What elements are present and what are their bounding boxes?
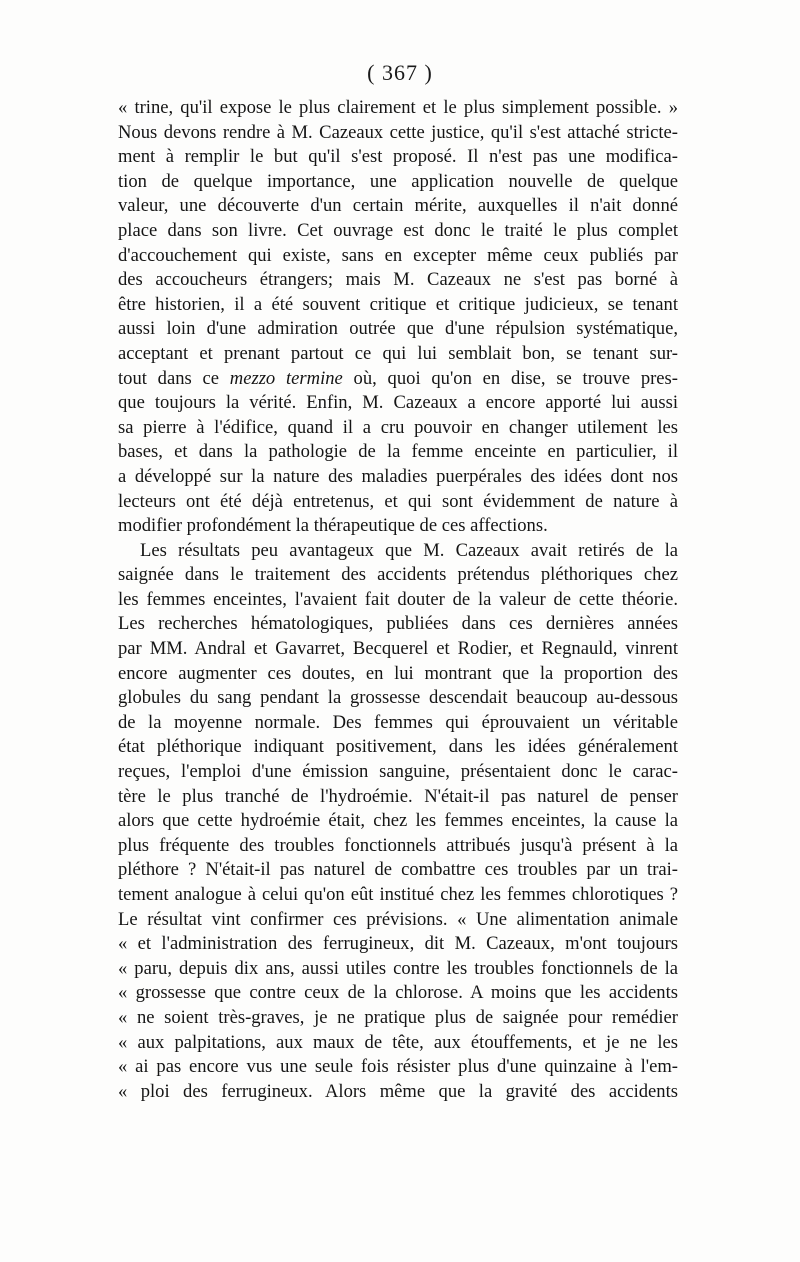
text-line: de la moyenne normale. Des femmes qui éprouvaient un véritable	[118, 711, 678, 733]
text-line: Nous devons rendre à M. Cazeaux cette justice, qu'il s'est attaché stricte-	[118, 121, 678, 143]
text-line: ment à remplir le but qu'il s'est proposé. Il n'est pas une modifica-	[118, 146, 678, 168]
text-line: Les résultats peu avantageux que M. Cazeaux avait retirés de la	[140, 539, 678, 561]
text-line: aussi loin d'une admiration outrée que d'une répulsion systématique,	[118, 318, 678, 340]
text-line: être historien, il a été souvent critique et critique judicieux, se tenant	[118, 293, 678, 315]
text-line: encore augmenter ces doutes, en lui montrant que la proportion des	[118, 662, 678, 684]
paragraph	[118, 96, 678, 539]
text-line	[118, 367, 678, 392]
text-line: alors que cette hydroémie était, chez les femmes enceintes, la cause la	[118, 810, 678, 832]
body-text	[118, 96, 678, 1104]
text-line: globules du sang pendant la grossesse descendait beaucoup au-dessous	[118, 687, 678, 709]
text-line: des accoucheurs étrangers; mais M. Cazeaux ne s'est pas borné à	[118, 269, 678, 291]
text-line: état pléthorique indiquant positivement, dans les idées généralement	[118, 736, 678, 758]
text-line: « ne soient très-graves, je ne pratique plus de saignée pour remédier	[118, 1006, 678, 1028]
text-line: « ai pas encore vus une seule fois résister plus d'une quinzaine à l'em-	[118, 1056, 678, 1078]
text-line: sa pierre à l'édifice, quand il a cru pouvoir en changer utilement les	[118, 416, 678, 438]
text-line: place dans son livre. Cet ouvrage est donc le traité le plus complet	[118, 219, 678, 241]
text-line: tement analogue à celui qu'on eût institué chez les femmes chlorotiques ?	[118, 884, 678, 905]
text-line: acceptant et prenant partout ce qui lui semblait bon, se tenant sur-	[118, 342, 678, 364]
text-line: Les recherches hématologiques, publiées dans ces dernières années	[118, 613, 678, 635]
text-line: « trine, qu'il expose le plus clairement et le plus simplement possible. »	[118, 97, 678, 118]
text-line: « aux palpitations, aux maux de tête, aux étouffements, et je ne les	[118, 1031, 678, 1053]
text-line: lecteurs ont été déjà entretenus, et qui sont évidemment de nature à	[118, 490, 678, 512]
text-line: a développé sur la nature des maladies puerpérales des idées dont nos	[118, 465, 678, 487]
text-line: bases, et dans la pathologie de la femme enceinte en particulier, il	[118, 441, 678, 463]
text-segment: où, quoi qu'on en dise, se trouve pres-	[342, 367, 678, 389]
paragraph	[118, 539, 678, 1105]
text-line: d'accouchement qui existe, sans en excepter même ceux publiés par	[118, 244, 678, 266]
text-line: tère le plus tranché de l'hydroémie. N'était-il pas naturel de penser	[118, 785, 678, 807]
text-line: plus fréquente des troubles fonctionnels attribués jusqu'à présent à la	[118, 834, 678, 856]
text-line: les femmes enceintes, l'avaient fait douter de la valeur de cette théorie.	[118, 588, 678, 610]
text-line: que toujours la vérité. Enfin, M. Cazeaux a encore apporté lui aussi	[118, 392, 678, 414]
text-line: par MM. Andral et Gavarret, Becquerel et Rodier, et Regnauld, vinrent	[118, 638, 678, 660]
text-line: « grossesse que contre ceux de la chlorose. A moins que les accidents	[118, 982, 678, 1004]
text-line: tion de quelque importance, une application nouvelle de quelque	[118, 170, 678, 192]
text-line: « paru, depuis dix ans, aussi utiles contre les troubles fonctionnels de la	[118, 957, 678, 979]
text-line: modifier profondément la thérapeutique de ces affections.	[118, 515, 548, 537]
italic-phrase: mezzo termine	[229, 367, 343, 389]
text-line: « et l'administration des ferrugineux, dit M. Cazeaux, m'ont toujours	[118, 933, 678, 955]
text-line: pléthore ? N'était-il pas naturel de combattre ces troubles par un trai-	[118, 859, 678, 881]
text-line: « ploi des ferrugineux. Alors même que la gravité des accidents	[118, 1080, 678, 1102]
text-line: valeur, une découverte d'un certain mérite, auxquelles il n'ait donné	[118, 195, 678, 217]
text-line: saignée dans le traitement des accidents prétendus pléthoriques chez	[118, 564, 678, 586]
text-segment: tout dans ce	[118, 367, 230, 389]
text-line: reçues, l'emploi d'une émission sanguine, présentaient donc le carac-	[118, 761, 678, 783]
page-number: ( 367 )	[367, 60, 433, 85]
text-line: Le résultat vint confirmer ces prévisions. « Une alimentation animale	[118, 908, 678, 930]
